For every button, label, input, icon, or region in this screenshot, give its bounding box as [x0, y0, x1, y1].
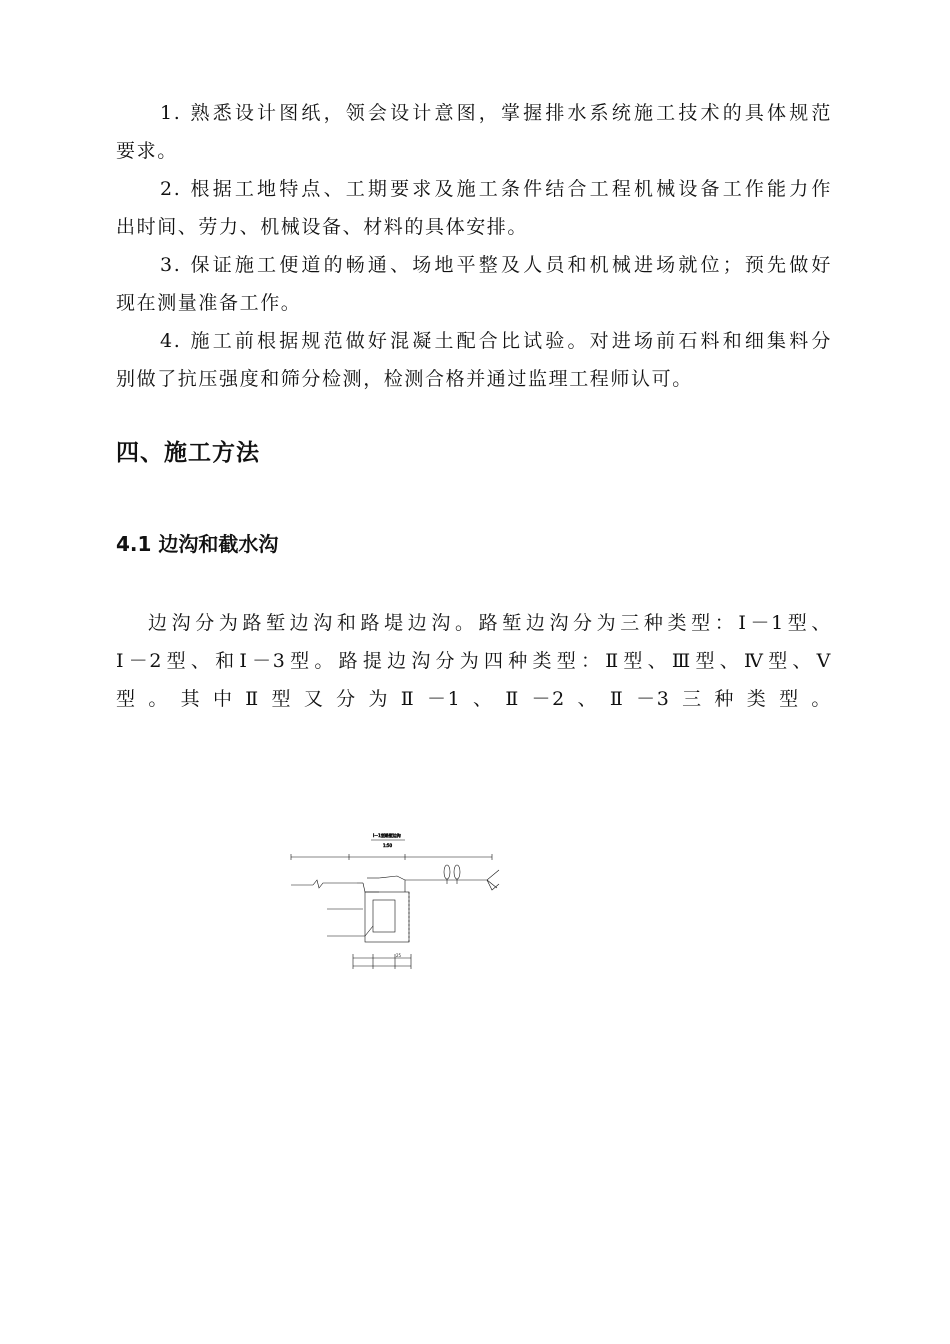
list-item-2 — [116, 170, 832, 246]
list-item-4 — [116, 322, 832, 398]
list-item-1-line2: 要求。 — [116, 140, 178, 162]
list-item-2-line1: 2. 根据工地特点、工期要求及施工条件结合工程机械设备工作能力作 — [160, 178, 832, 200]
list-item-4-line2: 别做了抗压强度和筛分检测，检测合格并通过监理工程师认可。 — [116, 368, 693, 390]
list-item-1 — [116, 94, 832, 170]
body-line-2: Ⅰ－2型、和Ⅰ－3型。路提边沟分为四种类型：Ⅱ型、Ⅲ型、Ⅳ型、Ⅴ — [116, 650, 832, 672]
figure-scale: 1:50 — [383, 843, 392, 848]
road-surface-right — [405, 870, 499, 880]
body-line-1: 边沟分为路堑边沟和路堤边沟。路堑边沟分为三种类型：Ⅰ－1型、 — [148, 612, 832, 634]
list-item-3-line1: 3. 保证施工便道的畅通、场地平整及人员和机械进场就位；预先做好 — [160, 254, 832, 276]
section-heading: 四、施工方法 — [116, 440, 260, 466]
ditch-body — [365, 892, 409, 942]
break-line — [313, 880, 357, 888]
figure-title: Ⅰ－1型路堑边沟 — [373, 833, 401, 838]
ditch-channel — [373, 900, 395, 932]
body-paragraph — [116, 604, 832, 718]
list-item-3 — [116, 246, 832, 322]
ditch-outer-edge — [379, 876, 405, 892]
list-item-4-line1: 4. 施工前根据规范做好混凝土配合比试验。对进场前石料和细集料分 — [160, 330, 832, 352]
tree-icon — [444, 865, 450, 879]
list-item-1-line1: 1. 熟悉设计图纸，领会设计意图，掌握排水系统施工技术的具体规范 — [160, 102, 832, 124]
bottom-dimension-label: 25 — [396, 953, 402, 958]
leader-line — [365, 926, 373, 936]
list-item-3-line2: 现在测量准备工作。 — [116, 292, 302, 314]
ditch-cross-section-drawing — [287, 826, 523, 974]
tree-icon — [454, 865, 460, 879]
subsection-heading: 4.1 边沟和截水沟 — [116, 532, 279, 556]
body-line-3: 型。其中Ⅱ型又分为Ⅱ－1、Ⅱ－2、Ⅱ－3三种类型。 — [116, 688, 832, 710]
list-item-2-line2: 出时间、劳力、机械设备、材料的具体安排。 — [116, 216, 529, 238]
slope-hatch — [487, 880, 497, 888]
ditch-inner-slope — [363, 883, 379, 892]
